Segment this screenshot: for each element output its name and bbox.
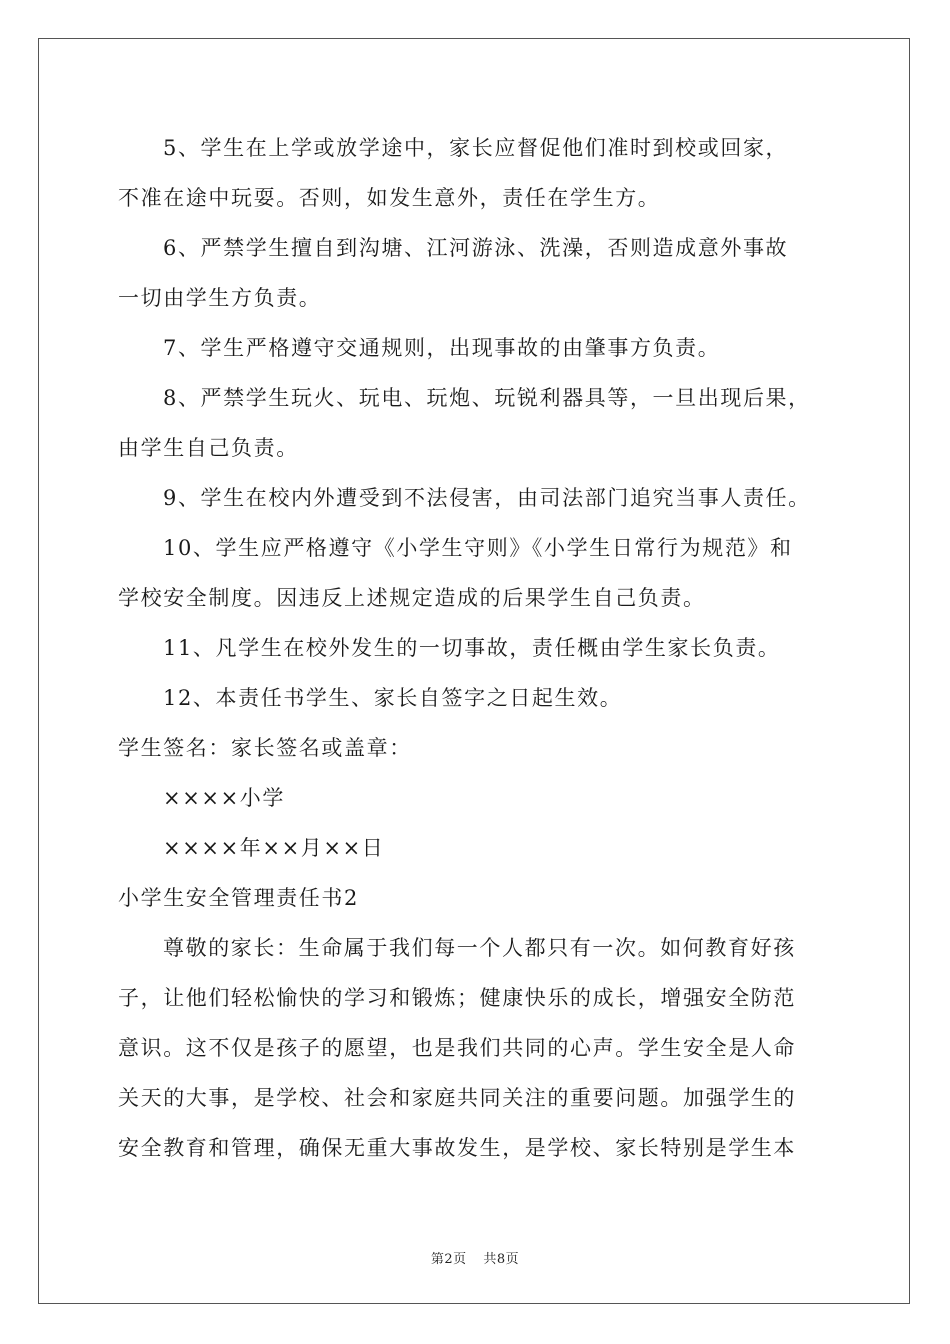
text-line: 关天的大事，是学校、社会和家庭共同关注的重要问题。加强学生的 [118, 1086, 796, 1110]
text-line: 12、本责任书学生、家长自签字之日起生效。 [163, 686, 623, 710]
total-pages-label: 共8页 [483, 1252, 520, 1267]
text-line: 一切由学生方负责。 [118, 286, 322, 310]
text-line: 5、学生在上学或放学途中，家长应督促他们准时到校或回家， [163, 136, 789, 160]
text-line: 由学生自己负责。 [118, 436, 299, 460]
text-line: 11、凡学生在校外发生的一切事故，责任概由学生家长负责。 [163, 636, 781, 660]
text-line: 6、严禁学生擅自到沟塘、江河游泳、洗澡，否则造成意外事故 [163, 236, 789, 260]
section-title: 小学生安全管理责任书2 [118, 886, 359, 910]
text-line: 尊敬的家长：生命属于我们每一个人都只有一次。如何教育好孩 [163, 936, 796, 960]
text-line: 不准在途中玩耍。否则，如发生意外，责任在学生方。 [118, 186, 661, 210]
page-footer [0, 1248, 950, 1267]
school-name: ××××小学 [163, 786, 285, 810]
text-line: 意识。这不仅是孩子的愿望，也是我们共同的心声。学生安全是人命 [118, 1036, 796, 1060]
text-line: 学校安全制度。因违反上述规定造成的后果学生自己负责。 [118, 586, 706, 610]
text-line: 7、学生严格遵守交通规则，出现事故的由肇事方负责。 [163, 336, 721, 360]
text-line: 子，让他们轻松愉快的学习和锻炼；健康快乐的成长，增强安全防范 [118, 986, 796, 1010]
text-line: 安全教育和管理，确保无重大事故发生，是学校、家长特别是学生本 [118, 1136, 796, 1160]
text-line: 10、学生应严格遵守《小学生守则》《小学生日常行为规范》和 [163, 536, 793, 560]
date-line: ××××年××月××日 [163, 836, 385, 860]
text-line: 8、严禁学生玩火、玩电、玩炮、玩锐利器具等，一旦出现后果， [163, 386, 811, 410]
page-border [38, 38, 910, 1304]
current-page-label: 第2页 [430, 1252, 467, 1267]
text-line: 9、学生在校内外遭受到不法侵害，由司法部门追究当事人责任。 [163, 486, 811, 510]
signature-line: 学生签名：家长签名或盖章： [118, 736, 412, 760]
